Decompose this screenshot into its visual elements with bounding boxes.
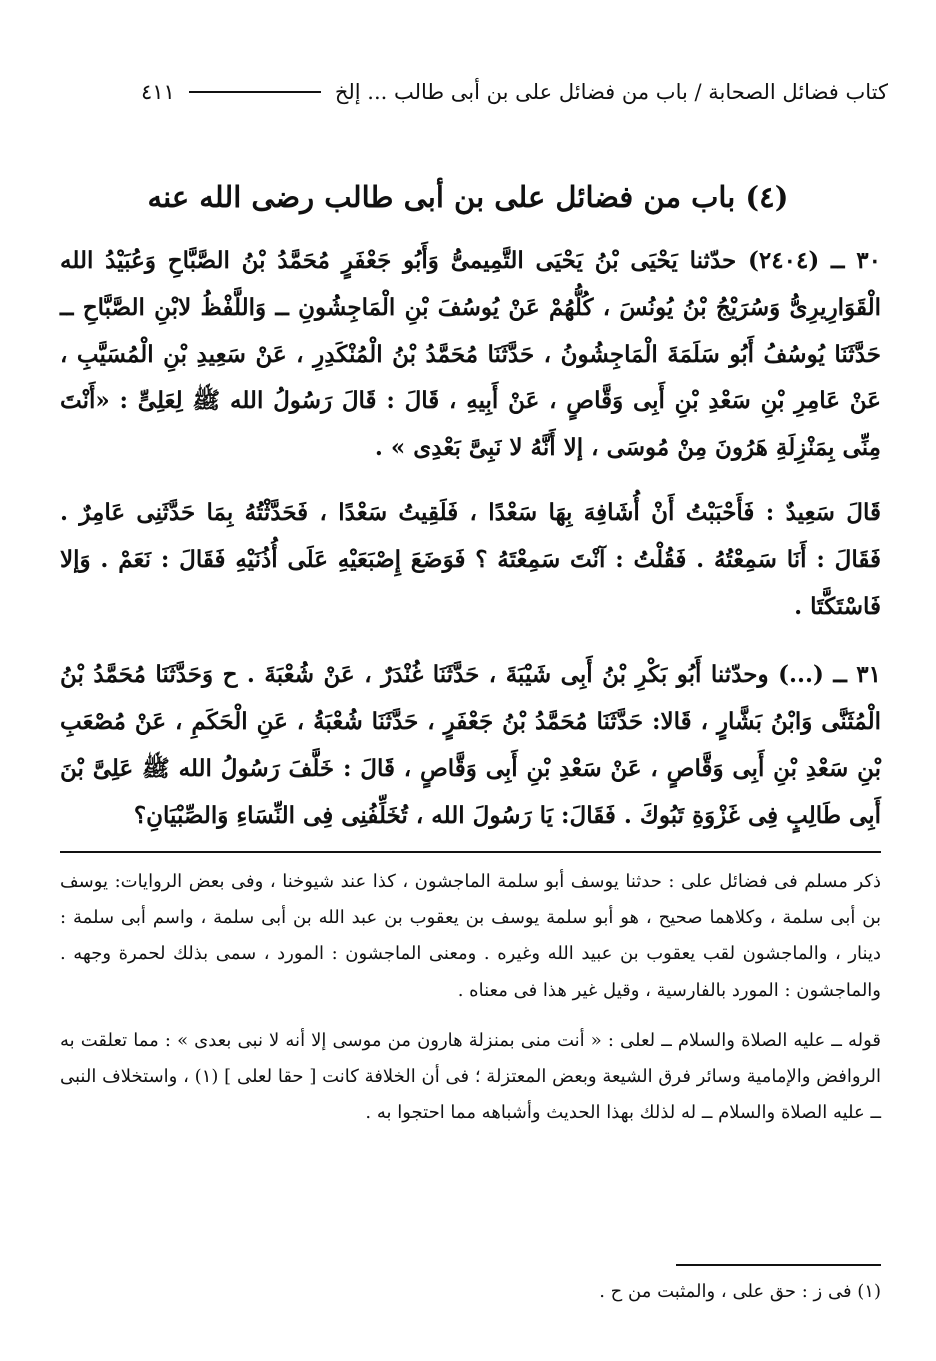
hadith-text	[60, 238, 881, 840]
commentary-paragraph: ذكر مسلم فى فضائل على : حدثنا يوسف أبو سلمة الماجشون ، كذا عند شيوخنا ، وفى بعض الروايات: يوسف بن أبى سلمة ، وكلاهما صحيح ، هو أبو سلمة يوسف بن يعقوب بن عبد الله بن أبى سلمة ، واسم أبى سلمة : دينار ، والماجشون لقب يعقوب بن عبيد الله وغيره . ومعنى الماجشون : المورد ، سمى بذلك لحمرة وجهه . والماجشون : المورد بالفارسية ، وقيل غير هذا فى معناه .	[60, 871, 881, 1001]
commentary-divider	[60, 851, 881, 853]
running-header	[100, 70, 888, 114]
commentary-paragraph: قوله ــ عليه الصلاة والسلام ــ لعلى : « أنت منى بمنزلة هارون من موسى إلا أنه لا نبى بعدى » : مما تعلقت به الروافض والإمامية وسائر فرق الشيعة وبعض المعتزلة ؛ فى أن الخلافة كانت [ حقا لعلى ] (١) ، واستخلاف النبى ــ عليه الصلاة والسلام ــ له لذلك بهذا الحديث وأشباهه مما احتجوا به .	[60, 1029, 881, 1124]
hadith-paragraph: ٣١ ــ (...) وحدّثنا أَبُو بَكْرِ بْنُ أَبِى شَيْبَةَ ، حَدَّثَنَا غُنْدَرٌ ، عَنْ شُعْبَةَ . ح وَحَدَّثَنَا مُحَمَّدُ بْنُ الْمُثَنَّى وَابْنُ بَشَّارٍ ، قَالا: حَدَّثَنَا مُحَمَّدُ بْنُ جَعْفَرٍ ، حَدَّثَنَا شُعْبَةُ ، عَنِ الْحَكَمِ ، عَنْ مُصْعَبِ بْنِ سَعْدِ بْنِ أَبِى وَقَّاصٍ ، عَنْ سَعْدِ بْنِ أَبِى وَقَّاصٍ ، قَالَ : خَلَّفَ رَسُولُ الله ﷺ عَلِىَّ بْنَ أَبِى طَالِبٍ فِى غَزْوَةِ تَبُوكَ . فَقَالَ: يَا رَسُولَ الله ، تُخَلِّفُنِى فِى النِّسَاءِ وَالصِّبْيَانِ؟	[60, 661, 881, 829]
page-number: ٤١١	[140, 80, 175, 104]
hadith-paragraph: قَالَ سَعِيدٌ : فَأَحْبَبْتُ أَنْ أُشَافِهَ بِهَا سَعْدًا ، فَلَقِيتُ سَعْدًا ، فَحَدَّثْتُهُ بِمَا حَدَّثَنِى عَامِرٌ . فَقَالَ : أَنَا سَمِعْتُهُ . فَقُلْتُ : آنْتَ سَمِعْتَهُ ؟ فَوَضَعَ إِصْبَعَيْهِ عَلَى أُذُنَيْهِ فَقَالَ : نَعَمْ . وَإلا فَاسْتَكَّتَا .	[60, 498, 881, 620]
header-rule	[189, 91, 321, 93]
commentary	[60, 864, 881, 1131]
hadith-paragraph: ٣٠ ــ (٢٤٠٤) حدّثنا يَحْيَى بْنُ يَحْيَى التَّمِيمىُّ وَأَبُو جَعْفَرٍ مُحَمَّدُ بْنُ الصَّبَّاحِ وَعُبَيْدُ الله الْقَوَارِيرِىُّ وَسُرَيْجُ بْنُ يُونُسَ ، كُلُّهُمْ عَنْ يُوسُفَ بْنِ الْمَاجِشُونِ ــ وَاللَّفْظُ لابْنِ الصَّبَّاحِ ــ حَدَّثَنَا يُوسُفُ أَبُو سَلَمَةَ الْمَاجِشُونُ ، حَدَّثَنَا مُحَمَّدُ بْنُ الْمُنْكَدِرِ ، عَنْ سَعِيدِ بْنِ الْمُسَيَّبِ ، عَنْ عَامِرِ بْنِ سَعْدِ بْنِ أَبِى وَقَّاصٍ ، عَنْ أَبِيهِ ، قَالَ : قَالَ رَسُولُ الله ﷺ لِعَلِىٍّ : «أَنْتَ مِنِّى بِمَنْزِلَةِ هَرُونَ مِنْ مُوسَى ، إلا أَنَّهُ لا نَبِىَّ بَعْدِى » .	[60, 247, 882, 462]
chapter-title: (٤) باب من فضائل على بن أبى طالب رضى الله عنه	[147, 180, 789, 214]
running-header-title: كتاب فضائل الصحابة / باب من فضائل على بن أبى طالب ... إلخ	[334, 80, 888, 104]
footnote: (١) فى ز : حق على ، والمثبت من ح .	[599, 1281, 881, 1302]
footnote-divider	[676, 1264, 881, 1266]
